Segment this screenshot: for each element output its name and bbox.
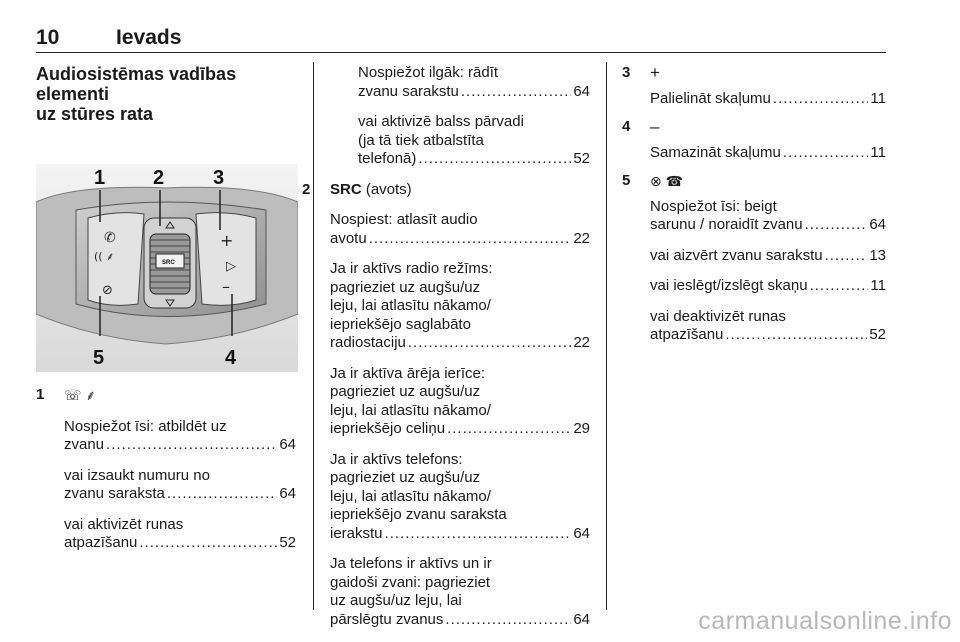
item-2 — [302, 181, 590, 630]
callout-1: 1 — [94, 167, 106, 189]
entry-text-line: leju, lai atlasītu nākamo/ — [330, 487, 491, 505]
item-3-entries — [650, 90, 886, 109]
dot-leader — [783, 144, 869, 163]
dot-leader — [810, 277, 869, 296]
callout-3: 3 — [213, 167, 225, 189]
toc-line — [650, 326, 886, 345]
page-reference[interactable]: 29 — [573, 420, 590, 437]
dot-leader — [167, 485, 277, 504]
header-rule — [36, 52, 886, 53]
svg-text:▷: ▷ — [226, 259, 236, 274]
entry-text-line: Nospiežot īsi: atbildēt uz — [64, 417, 227, 435]
item-3 — [622, 64, 886, 108]
page-title: Ievads — [116, 26, 182, 49]
item-1-continued-entries — [358, 64, 590, 169]
item-4-entries — [650, 144, 886, 163]
toc-line — [650, 247, 886, 266]
toc-line — [330, 420, 590, 439]
toc-entry — [330, 260, 590, 353]
entry-text-line: Nospiežot ilgāk: rādīt — [358, 64, 499, 81]
toc-line — [650, 144, 886, 163]
page-reference[interactable]: 64 — [869, 216, 886, 233]
entry-text-line: Palielināt skaļumu — [650, 89, 771, 107]
watermark: carmanualsonline.info — [698, 607, 952, 635]
svg-text:+: + — [220, 231, 234, 250]
toc-entry — [650, 308, 886, 345]
page-reference[interactable]: 64 — [573, 82, 590, 100]
toc-entry — [330, 365, 590, 439]
entry-text-line: vai aktivizēt runas — [64, 515, 184, 533]
toc-entry — [650, 247, 886, 266]
item-1-continued — [330, 64, 590, 169]
dot-leader — [725, 326, 867, 345]
entry-text-line: vai izsaukt numuru no — [64, 466, 210, 484]
entry-text-line: iepriekšējo celiņu — [330, 420, 446, 437]
callout-4: 4 — [225, 347, 237, 369]
entry-text-line: telefonā) — [358, 150, 417, 167]
entry-text-line: iepriekšējo zvanu saraksta — [330, 506, 507, 523]
item-number: 3 — [622, 64, 631, 81]
toc-entry — [650, 90, 886, 109]
page-reference[interactable]: 11 — [870, 277, 886, 294]
entry-text-line: vai aizvērt zvanu sarakstu — [650, 246, 823, 264]
toc-line — [64, 436, 296, 455]
section-title — [36, 64, 296, 124]
page-reference[interactable]: 52 — [573, 150, 590, 167]
src-button-label: SRC — [162, 260, 175, 266]
item-number: 2 — [302, 180, 311, 198]
column-1 — [36, 64, 296, 553]
toc-line — [64, 485, 296, 504]
toc-line — [330, 334, 590, 353]
page-reference[interactable]: 11 — [870, 143, 886, 161]
toc-entry — [330, 451, 590, 544]
toc-entry — [358, 64, 590, 101]
item-number: 4 — [622, 118, 631, 135]
toc-entry — [64, 516, 296, 553]
page-reference[interactable]: 13 — [869, 246, 886, 264]
dot-leader — [139, 534, 277, 553]
item-5 — [622, 172, 886, 345]
page-number: 10 — [36, 26, 60, 49]
dot-leader — [461, 83, 571, 102]
entry-text-line: Samazināt skaļumu — [650, 143, 781, 161]
item-2-entries — [330, 211, 590, 629]
entry-text-line: Ja ir aktīvs radio režīms: — [330, 260, 493, 277]
toc-line — [330, 611, 590, 630]
toc-line — [650, 216, 886, 235]
toc-line — [358, 150, 590, 169]
dot-leader — [773, 90, 869, 109]
page-reference[interactable]: 64 — [573, 610, 590, 628]
dot-leader — [106, 436, 277, 455]
page-reference[interactable]: 22 — [573, 229, 590, 247]
entry-text-line: radiostaciju — [330, 334, 406, 351]
entry-text-line: uz augšu/uz leju, lai — [330, 592, 462, 609]
entry-text-line: vai ieslēgt/izslēgt skaņu — [650, 277, 808, 294]
callout-2: 2 — [153, 167, 165, 189]
column-divider-2 — [606, 62, 607, 610]
toc-entry — [650, 277, 886, 296]
entry-text-line: iepriekšējo saglabāto — [330, 315, 471, 333]
page-reference[interactable]: 64 — [279, 436, 296, 453]
page-reference[interactable]: 52 — [279, 534, 296, 551]
entry-text-line: ierakstu — [330, 524, 383, 542]
svg-text:(( ⸙: (( ⸙ — [94, 250, 115, 263]
page-reference[interactable]: 52 — [869, 326, 886, 343]
entry-text-line: zvanu saraksta — [64, 485, 165, 502]
entry-text-line: gaidoši zvani: pagrieziet — [330, 573, 491, 591]
plus-icon: + — [650, 63, 660, 82]
item-number: 5 — [622, 172, 631, 189]
toc-line — [64, 534, 296, 553]
page-reference[interactable]: 64 — [573, 524, 590, 542]
entry-text-line: Ja telefons ir aktīvs un ir — [330, 555, 492, 572]
dot-leader — [805, 216, 868, 235]
steering-wheel-illustration — [36, 164, 298, 372]
src-label-rest: (avots) — [361, 180, 412, 198]
entry-text-line: avotu — [330, 229, 367, 247]
svg-text:✆: ✆ — [104, 230, 116, 246]
dot-leader — [825, 247, 868, 266]
entry-text-line: atpazīšanu — [650, 326, 724, 343]
dot-leader — [385, 525, 572, 544]
entry-text-line: pagrieziet uz augšu/uz — [330, 469, 481, 486]
section-title-line-1: Audiosistēmas vadības elementi — [36, 64, 237, 104]
svg-text:⊘: ⊘ — [102, 283, 113, 298]
section-title-line-2: uz stūres rata — [36, 104, 154, 124]
toc-line — [650, 90, 886, 109]
minus-icon: – — [650, 117, 660, 136]
mute-end-call-icon: ⊗ ☎ — [650, 173, 684, 189]
item-1-entries — [64, 418, 296, 553]
entry-text-line: leju, lai atlasītu nākamo/ — [330, 401, 491, 419]
entry-text-line: (ja tā tiek atbalstīta — [358, 131, 484, 149]
entry-text-line: pagrieziet uz augšu/uz — [330, 383, 481, 400]
dot-leader — [408, 334, 571, 353]
entry-text-line: Ja ir aktīvs telefons: — [330, 450, 463, 468]
toc-entry — [650, 198, 886, 235]
entry-text-line: zvanu sarakstu — [358, 82, 459, 100]
toc-line — [358, 83, 590, 102]
toc-entry — [650, 144, 886, 163]
dot-leader — [418, 150, 571, 169]
entry-text-line: vai aktivizē balss pārvadi — [358, 113, 524, 130]
toc-entry — [64, 467, 296, 504]
svg-text:–: – — [222, 277, 230, 296]
steering-wheel-controls-figure — [36, 164, 298, 372]
entry-text-line: atpazīšanu — [64, 534, 138, 551]
toc-entry — [64, 418, 296, 455]
column-3 — [622, 64, 886, 345]
entry-text-line: pārslēgtu zvanus — [330, 610, 444, 628]
item-5-entries — [650, 198, 886, 345]
page-reference[interactable]: 11 — [870, 89, 886, 107]
item-4 — [622, 118, 886, 162]
item-number: 1 — [36, 386, 45, 403]
item-1 — [36, 386, 296, 553]
entry-text-line: sarunu / noraidīt zvanu — [650, 216, 803, 233]
entry-text-line: leju, lai atlasītu nākamo/ — [330, 297, 491, 314]
page-reference[interactable]: 64 — [279, 485, 296, 502]
entry-text-line: vai deaktivizēt runas — [650, 307, 786, 325]
toc-line — [650, 277, 886, 296]
phone-voice-icon: ☏ ⸙ — [64, 387, 96, 403]
toc-entry — [358, 113, 590, 169]
column-2 — [302, 64, 590, 629]
callout-5: 5 — [93, 347, 105, 369]
entry-text-line: pagrieziet uz augšu/uz — [330, 278, 481, 296]
dot-leader — [369, 230, 572, 249]
toc-line — [330, 525, 590, 544]
entry-text-line: Nospiežot īsi: beigt — [650, 197, 777, 215]
toc-entry — [330, 211, 590, 248]
toc-line — [330, 230, 590, 249]
toc-entry — [330, 555, 590, 629]
entry-text-line: Nospiest: atlasīt audio — [330, 211, 478, 228]
src-label: SRC — [330, 180, 362, 198]
entry-text-line: zvanu — [64, 436, 105, 453]
entry-text-line: Ja ir aktīva ārēja ierīce: — [330, 364, 486, 382]
dot-leader — [445, 611, 571, 630]
page-header — [36, 26, 886, 54]
page-reference[interactable]: 22 — [573, 334, 590, 351]
dot-leader — [447, 420, 571, 439]
